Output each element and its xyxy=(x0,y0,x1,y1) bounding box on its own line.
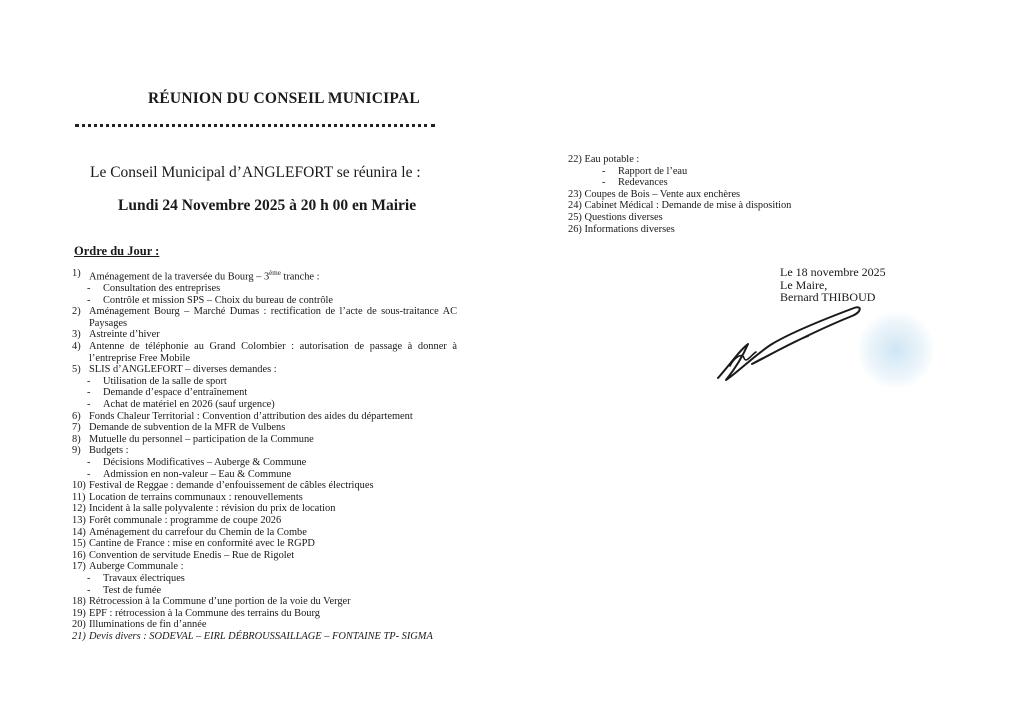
item-number: 8) xyxy=(72,433,81,445)
agenda-item xyxy=(72,434,457,446)
sub-item-text: Achat de matériel en 2026 (sauf urgence) xyxy=(103,399,275,410)
item-number: 1) xyxy=(72,268,81,279)
item-text: Fonds Chaleur Territorial : Convention d’attribution des aides du département xyxy=(89,410,413,422)
agenda-item xyxy=(568,212,828,224)
item-text: Budgets : xyxy=(89,445,129,457)
item-number: 2) xyxy=(72,306,81,318)
item-number: 20) xyxy=(72,619,86,631)
item-number: 25) xyxy=(568,211,582,223)
sub-item: - Rapport de l’eau xyxy=(602,165,688,177)
item-text: Illuminations de fin d’année xyxy=(89,619,207,631)
sub-item: - Décisions Modificatives – Auberge & Commune xyxy=(87,456,307,468)
sub-item-text: Contrôle et mission SPS – Choix du bureau de contrôle xyxy=(103,294,334,306)
item-number: 15) xyxy=(72,538,86,550)
agenda-item xyxy=(568,154,828,166)
item-number: 11) xyxy=(72,491,86,503)
agenda-item xyxy=(72,550,457,562)
item-text: Cabinet Médical : Demande de mise à disposition xyxy=(584,200,792,212)
item-text: Festival de Reggae : demande d’enfouissement de câbles électriques xyxy=(89,480,374,492)
sub-item-text: Demande d’espace d’entraînement xyxy=(103,387,248,399)
item-text: Convention de servitude Enedis – Rue de Rigolet xyxy=(89,549,295,561)
item-text: Forêt communale : programme de coupe 2026 xyxy=(89,514,282,526)
item-text: Aménagement Bourg – Marché Dumas : rectification de l’acte de sous-traitance AC Paysages xyxy=(89,306,457,329)
sub-item-text: Rapport de l’eau xyxy=(618,165,688,177)
item-text: Astreinte d’hiver xyxy=(89,329,160,341)
sub-item-text: Utilisation de la salle de sport xyxy=(103,375,227,387)
item-text: Aménagement de la traversée du Bourg – 3ème tranche : xyxy=(89,269,320,283)
item-number: 18) xyxy=(72,596,86,608)
item-number: 13) xyxy=(72,514,86,526)
agenda-item xyxy=(72,631,457,643)
sub-item: - Redevances xyxy=(602,177,668,189)
item-number: 17) xyxy=(72,561,86,573)
sub-item: - Demande d’espace d’entraînement xyxy=(87,387,248,399)
agenda-item xyxy=(72,608,457,620)
agenda-item xyxy=(72,561,457,573)
sub-item-text: Décisions Modificatives – Auberge & Commune xyxy=(103,456,307,468)
sub-item: - Contrôle et mission SPS – Choix du bureau de contrôle xyxy=(87,294,334,306)
sub-item-text: Test de fumée xyxy=(103,584,162,596)
item-number: 26) xyxy=(568,223,582,235)
intro-text: Le Conseil Municipal d’ANGLEFORT se réunira le : xyxy=(90,164,421,181)
agenda-item xyxy=(72,619,457,631)
sub-item: - Consultation des entreprises xyxy=(87,283,221,295)
agenda-item xyxy=(568,189,828,201)
item-text: Rétrocession à la Commune d’une portion de la voie du Verger xyxy=(89,596,351,608)
item-number: 21) xyxy=(72,630,86,642)
item-text: Informations diverses xyxy=(584,223,675,235)
item-text: Antenne de téléphonie au Grand Colombier : autorisation de passage à donner à l’entreprise Free Mobile xyxy=(89,341,457,364)
sub-item-text: Consultation des entreprises xyxy=(103,283,221,295)
sub-item: - Utilisation de la salle de sport xyxy=(87,375,227,387)
sub-item-text: Redevances xyxy=(618,177,668,189)
item-number: 22) xyxy=(568,154,582,165)
meeting-date: Lundi 24 Novembre 2025 à 20 h 00 en Mairie xyxy=(118,197,417,214)
handwritten-signature xyxy=(712,292,872,392)
item-text: SLIS d’ANGLEFORT – diverses demandes : xyxy=(89,364,277,376)
item-number: 14) xyxy=(72,526,86,538)
item-text: Demande de subvention de la MFR de Vulbens xyxy=(89,422,286,434)
sub-item-text: Travaux électriques xyxy=(103,572,185,584)
agenda-item xyxy=(72,480,457,492)
sub-item: - Travaux électriques xyxy=(87,572,185,584)
agenda-heading: Ordre du Jour : xyxy=(74,244,160,258)
agenda-item xyxy=(72,411,457,423)
agenda-item xyxy=(72,364,457,376)
sub-item: - Achat de matériel en 2026 (sauf urgence) xyxy=(87,399,275,410)
item-number: 7) xyxy=(72,422,81,434)
signature-role: Le Maire, xyxy=(780,277,828,292)
item-text: Devis divers : SODEVAL – EIRL DÉBROUSSAILLAGE – FONTAINE TP- SIGMA xyxy=(89,630,433,642)
agenda-list-continued xyxy=(568,154,828,235)
item-text: Mutuelle du personnel – participation de la Commune xyxy=(89,433,314,445)
agenda-item xyxy=(72,329,457,341)
item-text: Location de terrains communaux : renouvellements xyxy=(89,491,303,503)
item-text: Aménagement du carrefour du Chemin de la Combe xyxy=(89,526,307,538)
agenda-item xyxy=(72,492,457,504)
item-text: Incident à la salle polyvalente : révision du prix de location xyxy=(89,503,336,515)
sub-item: - Admission en non-valeur – Eau & Commune xyxy=(87,468,292,480)
sub-item: - Test de fumée xyxy=(87,584,162,596)
item-number: 12) xyxy=(72,503,86,515)
agenda-item xyxy=(72,538,457,550)
dotted-separator xyxy=(75,118,435,127)
item-text: Eau potable : xyxy=(584,154,640,165)
item-text: Coupes de Bois – Vente aux enchères xyxy=(584,188,741,200)
item-number: 19) xyxy=(72,607,86,619)
agenda-item xyxy=(72,341,457,364)
agenda-item xyxy=(72,445,457,457)
item-number: 4) xyxy=(72,341,81,353)
agenda-item xyxy=(72,527,457,539)
document-title: RÉUNION DU CONSEIL MUNICIPAL xyxy=(148,90,420,107)
agenda-item xyxy=(72,596,457,608)
agenda-item xyxy=(72,422,457,434)
item-number: 9) xyxy=(72,445,81,457)
agenda-list xyxy=(72,268,457,642)
item-number: 5) xyxy=(72,364,81,376)
item-text: EPF : rétrocession à la Commune des terrains du Bourg xyxy=(89,607,320,619)
item-number: 16) xyxy=(72,549,86,561)
item-text: Cantine de France : mise en conformité avec le RGPD xyxy=(89,538,315,550)
signature-name: Bernard THIBOUD xyxy=(780,290,876,304)
agenda-item xyxy=(72,306,457,329)
signature-date: Le 18 novembre 2025 xyxy=(780,265,886,279)
item-number: 24) xyxy=(568,200,582,212)
agenda-item xyxy=(568,200,828,212)
sub-item-text: Admission en non-valeur – Eau & Commune xyxy=(103,468,292,480)
item-number: 10) xyxy=(72,480,86,492)
agenda-item xyxy=(72,268,457,283)
item-number: 3) xyxy=(72,329,81,341)
item-text: Auberge Communale : xyxy=(89,561,184,573)
agenda-item xyxy=(72,503,457,515)
item-number: 23) xyxy=(568,188,582,200)
item-text: Questions diverses xyxy=(584,211,663,223)
agenda-item xyxy=(568,224,828,236)
item-number: 6) xyxy=(72,410,81,422)
agenda-item xyxy=(72,515,457,527)
